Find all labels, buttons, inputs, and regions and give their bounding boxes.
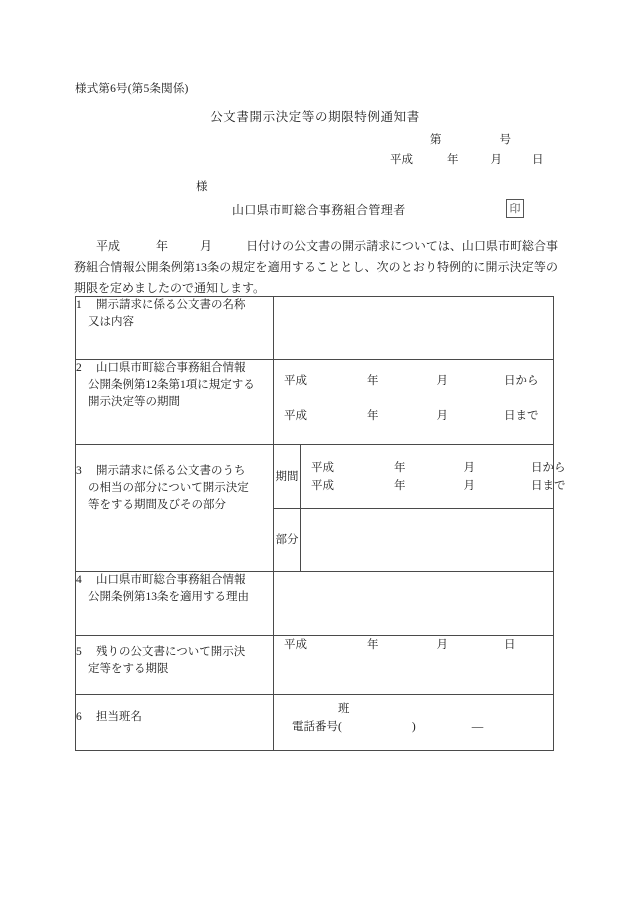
row-5-year-unit: 年 [367, 639, 379, 651]
row-2-date-from[interactable] [284, 372, 553, 390]
row-1-value-field[interactable] [274, 297, 554, 360]
issue-date-line [390, 151, 570, 167]
row-2-from-day-suffix: 日から [504, 375, 539, 387]
row-3-label-line1: 開示請求に係る公文書のうち [96, 465, 246, 477]
row-5-era: 平成 [284, 639, 307, 651]
row-3-label [76, 445, 274, 572]
row-2-to-year-unit: 年 [367, 410, 379, 422]
row-4-number: 4 [76, 574, 82, 586]
row-6-number: 6 [76, 711, 82, 723]
table-row [76, 636, 554, 695]
row-3-portion-subrow [274, 509, 553, 572]
row-6-label [76, 695, 274, 751]
form-code: 様式第6号(第5条関係) [75, 83, 189, 95]
row-3-label-line3: 等をする期間及びその部分 [88, 499, 226, 511]
row-3-to-day-suffix: 日まで [531, 479, 566, 492]
body-year-unit: 年 [156, 239, 169, 253]
row-5-value-field[interactable] [274, 636, 554, 695]
row-5-day-suffix: 日 [504, 639, 516, 651]
row-6-tel-label: 電話番号( [292, 721, 342, 733]
row-3-period-subrow [274, 445, 553, 509]
table-row [76, 445, 554, 572]
issue-date-day-unit: 日 [532, 154, 544, 166]
row-3-date-from[interactable] [311, 459, 566, 477]
row-4-label [76, 572, 274, 636]
row-3-portion-sublabel-text: 部分 [275, 534, 299, 546]
row-2-from-year-unit: 年 [367, 375, 379, 387]
row-3-to-month-unit: 月 [463, 479, 475, 492]
issuer-name: 山口県市町総合事務組合管理者 [232, 203, 406, 217]
row-3-value-field [274, 445, 566, 572]
row-2-label [76, 360, 274, 445]
row-2-date-to[interactable] [284, 407, 553, 425]
table-row [76, 297, 554, 360]
row-2-to-month-unit: 月 [436, 410, 448, 422]
table-row [76, 695, 554, 751]
seal-stamp-icon: 印 [506, 199, 524, 218]
issue-date-year-unit: 年 [447, 154, 459, 166]
document-title: 公文書開示決定等の期限特例通知書 [210, 110, 420, 124]
row-6-value-field [274, 695, 554, 751]
row-2-number: 2 [76, 362, 82, 374]
row-3-subtable [274, 445, 566, 571]
row-2-value-field[interactable] [274, 360, 554, 445]
row-2-to-era: 平成 [284, 410, 307, 422]
body-paragraph [74, 236, 558, 299]
body-month-unit: 月 [200, 239, 213, 253]
issue-date-month-unit: 月 [490, 154, 502, 166]
table-row [76, 360, 554, 445]
row-2-to-day-suffix: 日まで [504, 410, 539, 422]
issue-date-era: 平成 [390, 154, 413, 166]
row-6-label-line1: 担当班名 [96, 711, 142, 723]
row-5-label-line2: 定等をする期限 [88, 663, 169, 675]
row-2-from-month-unit: 月 [436, 375, 448, 387]
row-2-label-line1: 山口県市町総合事務組合情報 [96, 362, 246, 374]
row-1-label [76, 297, 274, 360]
row-5-label [76, 636, 274, 695]
row-2-label-line2: 公開条例第12条第1項に規定する [88, 379, 255, 391]
row-5-date[interactable] [284, 636, 516, 654]
row-3-period-value[interactable] [301, 445, 566, 509]
row-6-tel-line[interactable] [274, 718, 553, 736]
row-5-number: 5 [76, 646, 82, 658]
row-4-label-line1: 山口県市町総合事務組合情報 [96, 574, 246, 586]
body-era: 平成 [96, 239, 121, 253]
row-3-from-year-unit: 年 [394, 461, 406, 474]
row-3-portion-sublabel [274, 509, 301, 572]
number-suffix-label: 号 [499, 134, 511, 146]
row-1-label-line2: 又は内容 [88, 316, 134, 328]
row-5-label-line1: 残りの公文書について開示決 [96, 646, 246, 658]
number-prefix-label: 第 [430, 134, 442, 146]
addressee-honorific: 様 [196, 181, 208, 193]
row-6-tel-dash: — [471, 721, 484, 733]
row-4-label-line2: 公開条例第13条を適用する理由 [88, 591, 249, 603]
row-3-from-day-suffix: 日から [531, 461, 566, 474]
body-line2: 情報公開条例第13条の規定を適用することとし、次のとおり特例的に開示決定等の期限を [74, 260, 558, 295]
row-1-label-line1: 開示請求に係る公文書の名称 [96, 299, 246, 311]
row-3-from-month-unit: 月 [463, 461, 475, 474]
body-line1-tail: 日付けの公文書の開示請求については、山口県市町総合事務組合 [74, 239, 558, 274]
row-6-team-line[interactable] [274, 700, 553, 718]
row-3-date-to[interactable] [311, 477, 566, 495]
row-3-period-sublabel-text: 期間 [275, 470, 299, 483]
row-3-period-sublabel [274, 445, 301, 509]
row-3-number: 3 [76, 465, 82, 477]
document-number-line [430, 131, 570, 147]
row-5-month-unit: 月 [436, 639, 448, 651]
row-4-value-field[interactable] [274, 572, 554, 636]
notice-form-table [75, 296, 566, 751]
row-3-label-line2: の相当の部分について開示決定 [88, 482, 249, 494]
body-line3: 定めましたので通知します。 [110, 281, 266, 295]
row-3-from-era: 平成 [311, 461, 334, 474]
row-1-number: 1 [76, 299, 82, 311]
row-3-to-year-unit: 年 [394, 479, 406, 492]
row-6-tel-close: ) [411, 721, 416, 733]
row-2-from-era: 平成 [284, 375, 307, 387]
row-3-portion-value[interactable] [301, 509, 554, 572]
row-2-label-line3: 開示決定等の期間 [88, 396, 180, 408]
row-6-team-unit: 班 [338, 703, 350, 715]
row-3-to-era: 平成 [311, 479, 334, 492]
table-row [76, 572, 554, 636]
